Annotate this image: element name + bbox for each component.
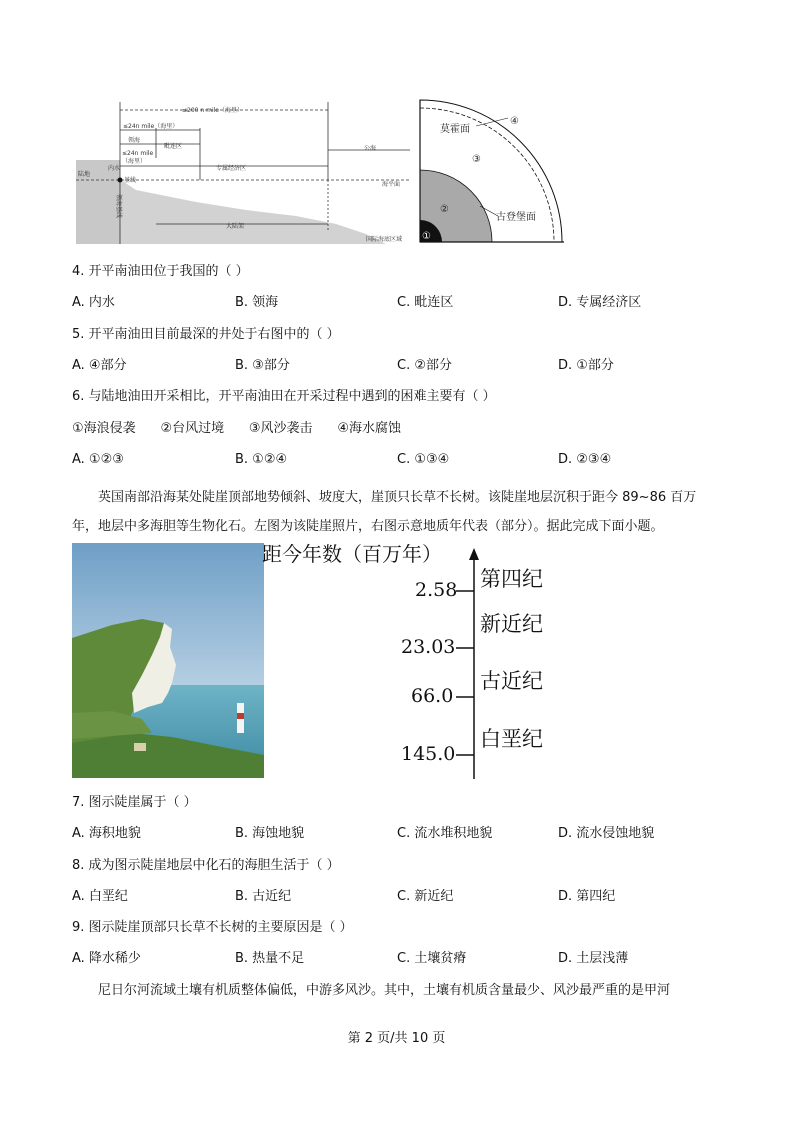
label-continental-shelf: 大陆架	[226, 223, 245, 230]
niger-passage: 尼日尔河流域土壤有机质整体偏低，中游多风沙。其中，土壤有机质含量最少、风沙最严重的是甲河	[98, 983, 671, 998]
q7-option-d[interactable]: D. 流水侵蚀地貌	[558, 826, 655, 841]
q7-option-b[interactable]: B. 海蚀地貌	[235, 826, 305, 841]
label-4: ④	[510, 116, 519, 127]
label-land: 陆地	[78, 171, 91, 178]
label-24nm-b-unit: （海里）	[122, 158, 147, 165]
timeline-title: 距今年数（百万年）	[262, 542, 442, 566]
period-neogene: 新近纪	[480, 612, 543, 636]
label-high-seas: 公海	[364, 145, 377, 152]
timeline-arrow	[469, 548, 479, 560]
period-cretaceous: 白垩纪	[480, 727, 543, 751]
q7-option-a[interactable]: A. 海积地貌	[72, 826, 141, 841]
q6-option-a[interactable]: A. ①②③	[72, 452, 124, 467]
q6-option-c[interactable]: C. ①③④	[397, 452, 450, 467]
q8-option-d[interactable]: D. 第四纪	[558, 889, 616, 904]
q7-option-c[interactable]: C. 流水堆积地貌	[397, 826, 493, 841]
q4-option-d[interactable]: D. 专属经济区	[558, 295, 642, 310]
maritime-zones-diagram	[76, 98, 412, 246]
label-2: ②	[440, 204, 449, 215]
q9-option-c[interactable]: C. 土壤贫瘠	[397, 951, 467, 966]
q9-option-b[interactable]: B. 热量不足	[235, 951, 305, 966]
baseline-point	[118, 178, 123, 183]
question-7-stem: 7. 图示陡崖属于（ ）	[72, 795, 197, 810]
tick-label-66.0: 66.0	[411, 685, 454, 707]
label-contiguous-zone: 毗连区	[164, 143, 183, 150]
label-baseline: 基线	[124, 177, 137, 184]
q5-option-c[interactable]: C. ②部分	[397, 358, 452, 373]
question-5-stem: 5. 开平南油田目前最深的井处于右图中的（ ）	[72, 327, 340, 342]
question-9-stem: 9. 图示陡崖顶部只长草不长树的主要原因是（ ）	[72, 920, 353, 935]
cliff-photo	[72, 543, 264, 778]
label-24nm-b: ≤24n mile	[122, 150, 154, 157]
q4-option-b[interactable]: B. 领海	[235, 295, 279, 310]
q4-option-c[interactable]: C. 毗连区	[397, 295, 454, 310]
geo-timeline	[262, 536, 562, 781]
label-territorial-sea: 领海	[128, 137, 141, 144]
tick-label-23.03: 23.03	[401, 636, 456, 658]
label-seabed-area: 国际海底区域	[366, 236, 403, 243]
earth-layers-diagram	[418, 98, 568, 244]
label-200nm: ≤200 n mile（海里）	[182, 107, 243, 114]
label-24nm-a: ≤24n mile（海里）	[123, 123, 179, 130]
label-eez: 专属经济区	[216, 165, 247, 172]
period-quaternary: 第四纪	[480, 567, 543, 591]
tick-label-145.0: 145.0	[401, 743, 456, 765]
q8-option-a[interactable]: A. 白垩纪	[72, 889, 128, 904]
question-6-stem: 6. 与陆地油田开采相比，开平南油田在开采过程中遇到的困难主要有（ ）	[72, 389, 496, 404]
tick-label-2.58: 2.58	[415, 579, 458, 601]
label-3: ③	[472, 154, 481, 165]
q9-option-a[interactable]: A. 降水稀少	[72, 951, 141, 966]
period-paleogene: 古近纪	[480, 669, 543, 693]
q5-option-b[interactable]: B. ③部分	[235, 358, 290, 373]
label-sea-level: 海平面	[382, 181, 401, 188]
question-8-stem: 8. 成为图示陡崖地层中化石的海胆生活于（ ）	[72, 858, 340, 873]
question-6-items: ①海浪侵袭 ②台风过境 ③风沙袭击 ④海水腐蚀	[72, 421, 401, 436]
page-footer: 第 2 页/共 10 页	[347, 1031, 446, 1046]
q5-option-d[interactable]: D. ①部分	[558, 358, 614, 373]
q8-option-b[interactable]: B. 古近纪	[235, 889, 292, 904]
q6-option-b[interactable]: B. ①②④	[235, 452, 288, 467]
q8-option-c[interactable]: C. 新近纪	[397, 889, 454, 904]
q9-option-d[interactable]: D. 土层浅薄	[558, 951, 629, 966]
q6-option-d[interactable]: D. ②③④	[558, 452, 612, 467]
label-gutenberg: 古登堡面	[496, 212, 536, 223]
q4-option-a[interactable]: A. 内水	[72, 295, 115, 310]
label-territorial-baseline: 领海基线	[115, 194, 122, 219]
cliff-passage: 英国南部沿海某处陡崖顶部地势倾斜、坡度大，崖顶只长草不长树。该陡崖地层沉积于距今 89~86 百万年，地层中多海胆等生物化石。左图为该陡崖照片，右图示意地质年代表（部分）。据此完成下面小题。	[72, 490, 697, 534]
question-4-stem: 4. 开平南油田位于我国的（ ）	[72, 264, 249, 279]
label-1: ①	[422, 231, 431, 242]
q5-option-a[interactable]: A. ④部分	[72, 358, 127, 373]
label-moho: 莫霍面	[440, 124, 470, 135]
label-internal-waters: 内水	[108, 165, 121, 172]
